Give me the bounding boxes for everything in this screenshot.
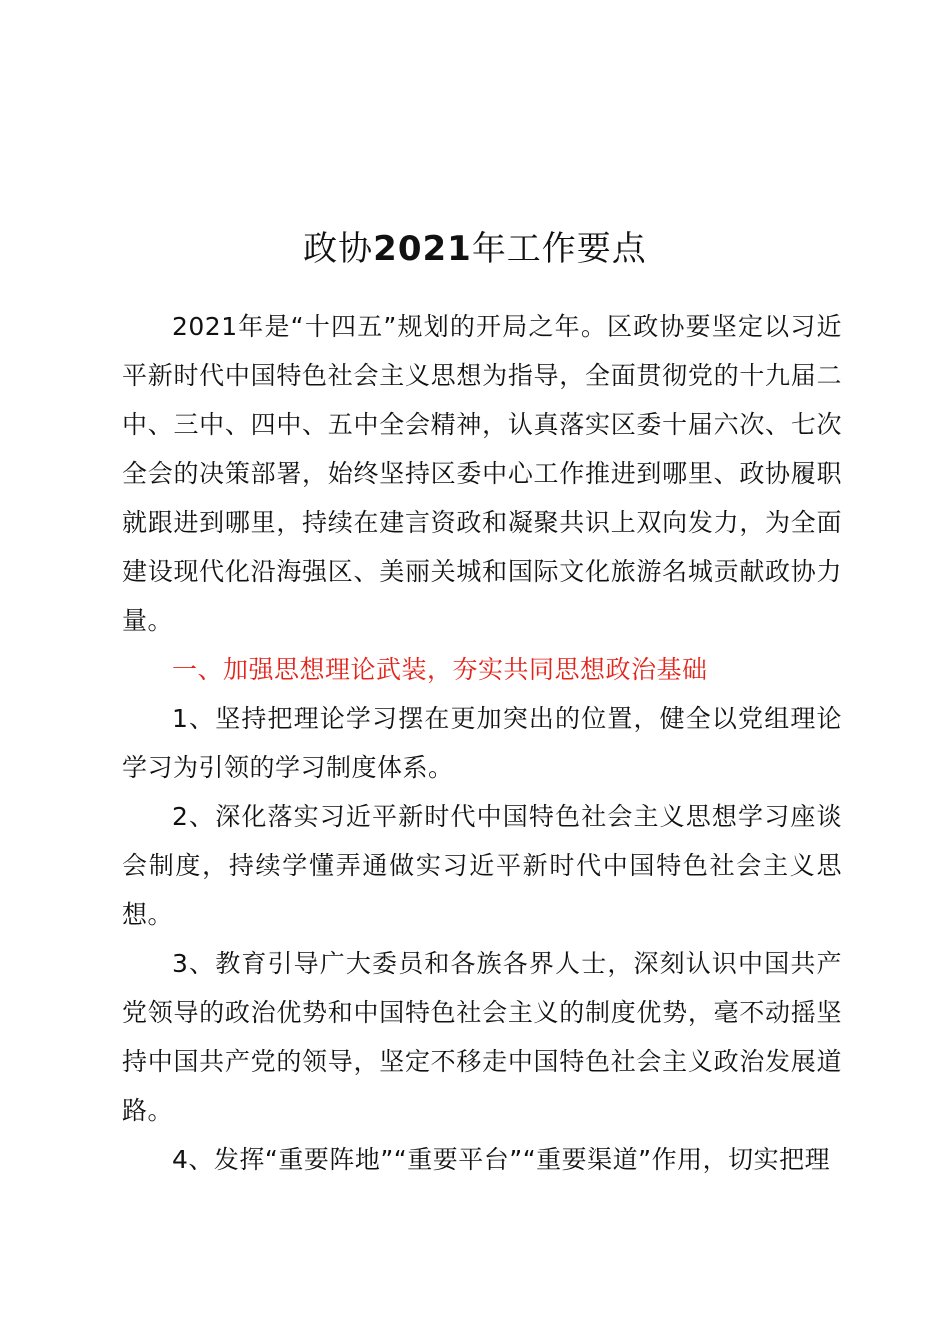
intro-paragraph: 2021年是“十四五”规划的开局之年。区政协要坚定以习近平新时代中国特色社会主义思想为指导，全面贯彻党的十九届二中、三中、四中、五中全会精神，认真落实区委十届六次、七次全会的决策部署，始终坚持区委中心工作推进到哪里、政协履职就跟进到哪里，持续在建言资政和凝聚共识上双向发力，为全面建设现代化沿海强区、美丽关城和国际文化旅游名城贡献政协力量。 [122,312,842,635]
list-item: 2、深化落实习近平新时代中国特色社会主义思想学习座谈会制度，持续学懂弄通做实习近平新时代中国特色社会主义思想。 [122,802,842,929]
section-heading: 一、加强思想理论武装，夯实共同思想政治基础 [172,655,708,684]
title-suffix: 年工作要点 [471,229,647,269]
title-year: 2021 [373,229,472,269]
list-item: 3、教育引导广大委员和各族各界人士，深刻认识中国共产党领导的政治优势和中国特色社会主义的制度优势，毫不动摇坚持中国共产党的领导，坚定不移走中国特色社会主义政治发展道路。 [122,949,842,1125]
title-prefix: 政协 [303,229,374,269]
list-item: 1、坚持把理论学习摆在更加突出的位置，健全以党组理论学习为引领的学习制度体系。 [122,704,842,782]
list-item: 4、发挥“重要阵地”“重要平台”“重要渠道”作用，切实把理 [172,1145,831,1174]
page-title [0,222,950,276]
document-body [122,302,842,1184]
